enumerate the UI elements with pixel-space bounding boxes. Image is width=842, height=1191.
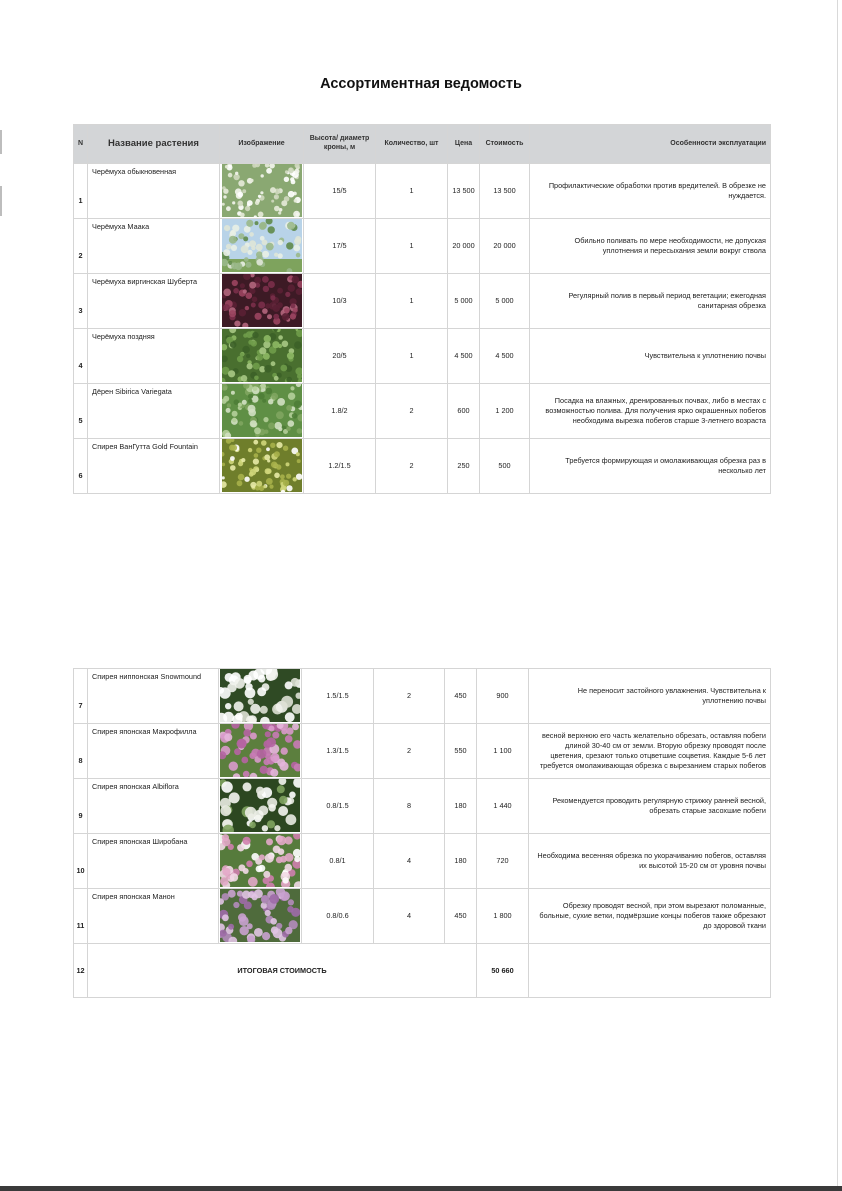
table-header-row bbox=[74, 125, 771, 164]
table-row bbox=[74, 779, 771, 834]
plant-size: 0.8/1 bbox=[302, 834, 374, 889]
assortment-table-part-2 bbox=[73, 668, 771, 998]
table-row bbox=[74, 669, 771, 724]
plant-cost: 1 200 bbox=[480, 384, 530, 439]
row-number: 7 bbox=[74, 669, 88, 724]
assortment-table-part-1 bbox=[73, 124, 771, 494]
row-number: 3 bbox=[74, 274, 88, 329]
plant-price: 4 500 bbox=[448, 329, 480, 384]
plant-cost: 720 bbox=[477, 834, 529, 889]
plant-quantity: 4 bbox=[374, 834, 445, 889]
total-notes-cell bbox=[529, 944, 771, 998]
row-number: 2 bbox=[74, 219, 88, 274]
plant-name: Спирея ВанГутта Gold Fountain bbox=[88, 439, 220, 494]
table-row bbox=[74, 274, 771, 329]
plant-notes: Требуется формирующая и омолаживающая обрезка раз в несколько лет bbox=[530, 439, 771, 494]
plant-size: 1.2/1.5 bbox=[304, 439, 376, 494]
row-number: 10 bbox=[74, 834, 88, 889]
row-number: 5 bbox=[74, 384, 88, 439]
plant-image-cell bbox=[220, 329, 304, 384]
total-row-number: 12 bbox=[74, 944, 88, 998]
plant-price: 13 500 bbox=[448, 164, 480, 219]
plant-quantity: 2 bbox=[374, 669, 445, 724]
total-row bbox=[74, 944, 771, 998]
plant-notes: весной верхнюю его часть желательно обрезать, оставляя побеги длиной 30-40 см от земли. Вторую обрезку проводят после цветения, срезают только отцветшие соцветия. Каждые 5-6 лет требуется омолаживающая обрезка с вырезанием старых побегов bbox=[529, 724, 771, 779]
table-row bbox=[74, 219, 771, 274]
dogwood-variegata-photo-icon bbox=[222, 384, 302, 437]
header-cost: Стоимость bbox=[480, 125, 530, 164]
plant-price: 180 bbox=[445, 834, 477, 889]
row-number: 6 bbox=[74, 439, 88, 494]
plant-cost: 1 440 bbox=[477, 779, 529, 834]
plant-size: 1.3/1.5 bbox=[302, 724, 374, 779]
plant-quantity: 2 bbox=[374, 724, 445, 779]
plant-image-cell bbox=[220, 274, 304, 329]
plant-notes: Регулярный полив в первый период вегетации; ежегодная санитарная обрезка bbox=[530, 274, 771, 329]
plant-price: 5 000 bbox=[448, 274, 480, 329]
plant-image-cell bbox=[219, 724, 302, 779]
plant-price: 180 bbox=[445, 779, 477, 834]
header-image: Изображение bbox=[220, 125, 304, 164]
plant-quantity: 2 bbox=[376, 384, 448, 439]
plant-cost: 4 500 bbox=[480, 329, 530, 384]
plant-name: Дёрен Sibirica Variegata bbox=[88, 384, 220, 439]
plant-notes: Рекомендуется проводить регулярную стрижку ранней весной, обрезать старые засохшие побеги bbox=[529, 779, 771, 834]
bird-cherry-photo-icon bbox=[222, 164, 302, 217]
spirea-manon-photo-icon bbox=[220, 889, 300, 942]
plant-notes: Чувствительна к уплотнению почвы bbox=[530, 329, 771, 384]
plant-name: Спирея ниппонская Snowmound bbox=[88, 669, 219, 724]
plant-image-cell bbox=[219, 669, 302, 724]
table-row bbox=[74, 329, 771, 384]
page-edge-right bbox=[837, 0, 838, 1191]
plant-image-cell bbox=[220, 164, 304, 219]
plant-quantity: 2 bbox=[376, 439, 448, 494]
plant-size: 0.8/1.5 bbox=[302, 779, 374, 834]
black-cherry-photo-icon bbox=[222, 329, 302, 382]
plant-size: 20/5 bbox=[304, 329, 376, 384]
spirea-albiflora-photo-icon bbox=[220, 779, 300, 832]
plant-quantity: 1 bbox=[376, 274, 448, 329]
plant-cost: 900 bbox=[477, 669, 529, 724]
plant-notes: Обильно поливать по мере необходимости, не допуская уплотнения и пересыхания земли вокруг ствола bbox=[530, 219, 771, 274]
spirea-shirobana-photo-icon bbox=[220, 834, 300, 887]
plant-price: 250 bbox=[448, 439, 480, 494]
plant-price: 450 bbox=[445, 669, 477, 724]
spirea-snowmound-photo-icon bbox=[220, 669, 300, 722]
plant-image-cell bbox=[219, 889, 302, 944]
plant-name: Черёмуха поздняя bbox=[88, 329, 220, 384]
total-value: 50 660 bbox=[477, 944, 529, 998]
row-number: 1 bbox=[74, 164, 88, 219]
plant-quantity: 1 bbox=[376, 329, 448, 384]
plant-image-cell bbox=[219, 834, 302, 889]
table-row bbox=[74, 724, 771, 779]
scan-mark bbox=[0, 130, 2, 154]
plant-image-cell bbox=[220, 384, 304, 439]
plant-size: 17/5 bbox=[304, 219, 376, 274]
header-num: N bbox=[74, 125, 88, 164]
plant-notes: Необходима весенняя обрезка по укорачиванию побегов, оставляя их высотой 15-20 см от уровня почвы bbox=[529, 834, 771, 889]
plant-size: 10/3 bbox=[304, 274, 376, 329]
plant-image-cell bbox=[220, 439, 304, 494]
plant-size: 0.8/0.6 bbox=[302, 889, 374, 944]
plant-quantity: 4 bbox=[374, 889, 445, 944]
plant-cost: 500 bbox=[480, 439, 530, 494]
table-row bbox=[74, 164, 771, 219]
header-price: Цена bbox=[448, 125, 480, 164]
plant-size: 1.5/1.5 bbox=[302, 669, 374, 724]
row-number: 4 bbox=[74, 329, 88, 384]
total-label: ИТОГОВАЯ СТОИМОСТЬ bbox=[88, 944, 477, 998]
header-name: Название растения bbox=[88, 125, 220, 164]
row-number: 9 bbox=[74, 779, 88, 834]
plant-price: 600 bbox=[448, 384, 480, 439]
plant-name: Черёмуха виргинская Шуберта bbox=[88, 274, 220, 329]
spirea-gold-fountain-photo-icon bbox=[222, 439, 302, 492]
spirea-macrophylla-photo-icon bbox=[220, 724, 300, 777]
plant-cost: 1 100 bbox=[477, 724, 529, 779]
plant-name: Спирея японская Широбана bbox=[88, 834, 219, 889]
plant-notes: Профилактические обработки против вредителей. В обрезке не нуждается. bbox=[530, 164, 771, 219]
page-edge-bottom bbox=[0, 1186, 842, 1191]
row-number: 8 bbox=[74, 724, 88, 779]
page-title: Ассортиментная ведомость bbox=[320, 76, 522, 92]
maack-bird-cherry-photo-icon bbox=[222, 219, 302, 272]
plant-price: 20 000 bbox=[448, 219, 480, 274]
row-number: 11 bbox=[74, 889, 88, 944]
plant-cost: 13 500 bbox=[480, 164, 530, 219]
plant-quantity: 1 bbox=[376, 219, 448, 274]
header-size: Высота/ диаметр кроны, м bbox=[304, 125, 376, 164]
table-row bbox=[74, 889, 771, 944]
plant-size: 1.8/2 bbox=[304, 384, 376, 439]
header-notes: Особенности эксплуатации bbox=[530, 125, 771, 164]
plant-image-cell bbox=[219, 779, 302, 834]
header-qty: Количество, шт bbox=[376, 125, 448, 164]
plant-notes: Обрезку проводят весной, при этом вырезают поломанные, больные, сухие ветки, подмёрзшие концы побегов также обрезают до здоровой ткани bbox=[529, 889, 771, 944]
plant-name: Черёмуха обыкновенная bbox=[88, 164, 220, 219]
plant-name: Спирея японская Albiflora bbox=[88, 779, 219, 834]
scan-mark bbox=[0, 186, 2, 216]
table-row bbox=[74, 384, 771, 439]
table-row bbox=[74, 439, 771, 494]
plant-size: 15/5 bbox=[304, 164, 376, 219]
plant-notes: Не переносит застойного увлажнения. Чувствительна к уплотнению почвы bbox=[529, 669, 771, 724]
plant-name: Черёмуха Маака bbox=[88, 219, 220, 274]
plant-quantity: 8 bbox=[374, 779, 445, 834]
schubert-chokecherry-photo-icon bbox=[222, 274, 302, 327]
plant-cost: 20 000 bbox=[480, 219, 530, 274]
plant-cost: 1 800 bbox=[477, 889, 529, 944]
plant-price: 450 bbox=[445, 889, 477, 944]
plant-image-cell bbox=[220, 219, 304, 274]
plant-name: Спирея японская Манон bbox=[88, 889, 219, 944]
plant-quantity: 1 bbox=[376, 164, 448, 219]
plant-price: 550 bbox=[445, 724, 477, 779]
table-row bbox=[74, 834, 771, 889]
plant-name: Спирея японская Макрофилла bbox=[88, 724, 219, 779]
plant-cost: 5 000 bbox=[480, 274, 530, 329]
plant-notes: Посадка на влажных, дренированных почвах, либо в местах с возможностью полива. Для получения ярко окрашенных побегов необходима вырезка побегов старше 3-летнего возраста bbox=[530, 384, 771, 439]
